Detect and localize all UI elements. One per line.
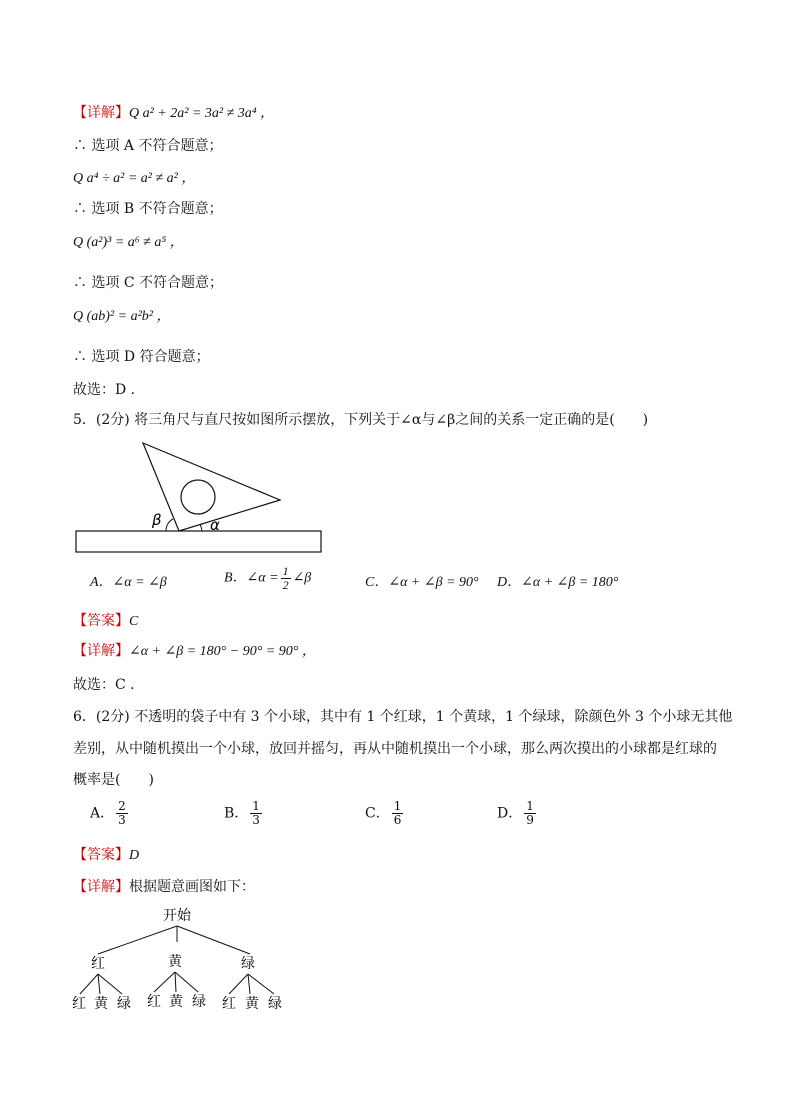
q6-stem-line3: 概率是( ) <box>73 772 154 788</box>
q6-option-c-fraction <box>392 800 404 827</box>
q6-answer-line <box>73 846 139 865</box>
q5-stem: 5．(2分) 将三角尺与直尺按如图所示摆放，下列关于∠α与∠β之间的关系一定正确的是( ) <box>73 412 649 428</box>
tree-branch <box>177 926 250 954</box>
fraction-numerator: 1 <box>393 799 402 813</box>
tree-leaf: 红 <box>222 996 236 1012</box>
ruler <box>76 531 321 552</box>
q4-step4-conclusion: ∴ 选项 D 符合题意； <box>73 349 210 365</box>
q6-option-b <box>224 800 264 827</box>
tree-level1-node: 黄 <box>168 954 182 970</box>
q6-option-c-label: C． <box>365 805 390 822</box>
fraction-numerator: 1 <box>282 564 289 578</box>
q4-step3-conclusion: ∴ 选项 C 不符合题意； <box>73 275 224 291</box>
q5-option-a: A．∠α = ∠β <box>90 575 167 590</box>
alpha-arc <box>200 524 202 531</box>
tree-branch <box>154 972 175 992</box>
q6-stem-line2: 差别，从中随机摸出一个小球，放回并摇匀，再从中随机摸出一个小球，那么两次摸出的小球都是红球的 <box>73 741 717 757</box>
tree-branch <box>98 974 122 994</box>
q4-step3: Q (a²)³ = a⁶ ≠ a⁵ ， <box>73 235 184 250</box>
q5-detail-line <box>73 642 316 661</box>
answer-tag: 【答案】 <box>73 847 129 863</box>
q6-detail: 根据题意画图如下： <box>129 879 255 895</box>
q5-option-b-prefix: B．∠α = <box>224 570 279 586</box>
tree-branch <box>229 974 248 994</box>
q5-option-b <box>224 565 311 592</box>
tree-leaf: 红 <box>147 994 161 1010</box>
q6-answer: D <box>129 848 140 863</box>
q6-option-b-fraction <box>250 800 262 827</box>
q4-step4: Q (ab)² = a²b² ， <box>73 309 171 324</box>
fraction-denominator: 9 <box>526 813 534 827</box>
detail-tag: 【详解】 <box>73 105 129 121</box>
tree-branch <box>175 972 198 992</box>
q5-detail: ∠α + ∠β = 180° − 90° = 90° ， <box>129 644 316 659</box>
q6-option-c <box>365 800 405 827</box>
answer-tag: 【答案】 <box>73 613 129 629</box>
fraction-denominator: 3 <box>118 813 126 827</box>
fraction-denominator: 2 <box>282 578 289 592</box>
tree-leaf: 红 <box>72 996 86 1012</box>
fraction-numerator: 1 <box>526 799 534 813</box>
tree-leaf: 黄 <box>94 996 108 1012</box>
set-square-hole <box>181 480 215 514</box>
q5-choose: 故选：C ． <box>73 677 145 693</box>
tree-leaf: 绿 <box>192 994 206 1010</box>
probability-tree <box>62 902 302 1017</box>
q6-detail-line <box>73 878 255 896</box>
q5-figure <box>70 438 330 558</box>
tree-leaf: 黄 <box>169 994 183 1010</box>
q6-option-d-fraction <box>524 800 536 827</box>
q6-option-a-fraction <box>116 800 128 827</box>
q4-step2-conclusion: ∴ 选项 B 不符合题意； <box>73 201 223 217</box>
q4-step2: Q a⁴ ÷ a² = a² ≠ a² ， <box>73 171 196 186</box>
q6-option-a <box>90 800 130 827</box>
tree-branch <box>80 974 98 994</box>
q6-option-a-label: A． <box>90 805 115 822</box>
beta-label: β <box>152 511 162 529</box>
q5-answer-line <box>73 612 138 631</box>
q5-option-c: C．∠α + ∠β = 90° <box>365 575 479 590</box>
tree-branch <box>98 926 177 954</box>
q5-answer: C <box>129 614 139 629</box>
tree-branch <box>248 974 250 994</box>
q5-option-b-fraction <box>281 565 291 592</box>
tree-level1-node: 红 <box>91 956 105 972</box>
q4-choose: 故选：D ． <box>73 382 145 398</box>
q4-step1-line <box>73 104 274 123</box>
tree-branch <box>98 974 100 994</box>
fraction-numerator: 1 <box>252 799 260 813</box>
q4-step1-conclusion: ∴ 选项 A 不符合题意； <box>73 138 223 154</box>
detail-tag: 【详解】 <box>73 643 129 659</box>
tree-level1-node: 绿 <box>241 956 255 972</box>
q4-step1: Q a² + 2a² = 3a² ≠ 3a⁴ ， <box>129 106 275 121</box>
q6-option-d-label: D． <box>497 805 523 822</box>
tree-leaf: 黄 <box>245 996 259 1012</box>
tree-branch <box>175 972 176 992</box>
q6-stem-line1: 6．(2分) 不透明的袋子中有 3 个小球，其中有 1 个红球，1 个黄球，1 个绿球，除颜色外 3 个小球无其他 <box>73 709 733 725</box>
tree-leaf: 绿 <box>117 996 131 1012</box>
beta-arc <box>166 519 173 531</box>
q5-option-b-suffix: ∠β <box>292 570 312 586</box>
fraction-denominator: 3 <box>252 813 260 827</box>
q5-option-d: D．∠α + ∠β = 180° <box>497 575 619 590</box>
tree-branch <box>248 974 274 994</box>
q6-option-d <box>497 800 538 827</box>
alpha-label: α <box>210 516 220 534</box>
fraction-denominator: 6 <box>393 813 402 827</box>
detail-tag: 【详解】 <box>73 879 129 895</box>
fraction-numerator: 2 <box>118 799 126 813</box>
q6-option-b-label: B． <box>224 805 249 822</box>
tree-root: 开始 <box>163 908 191 924</box>
tree-leaf: 绿 <box>268 996 282 1012</box>
